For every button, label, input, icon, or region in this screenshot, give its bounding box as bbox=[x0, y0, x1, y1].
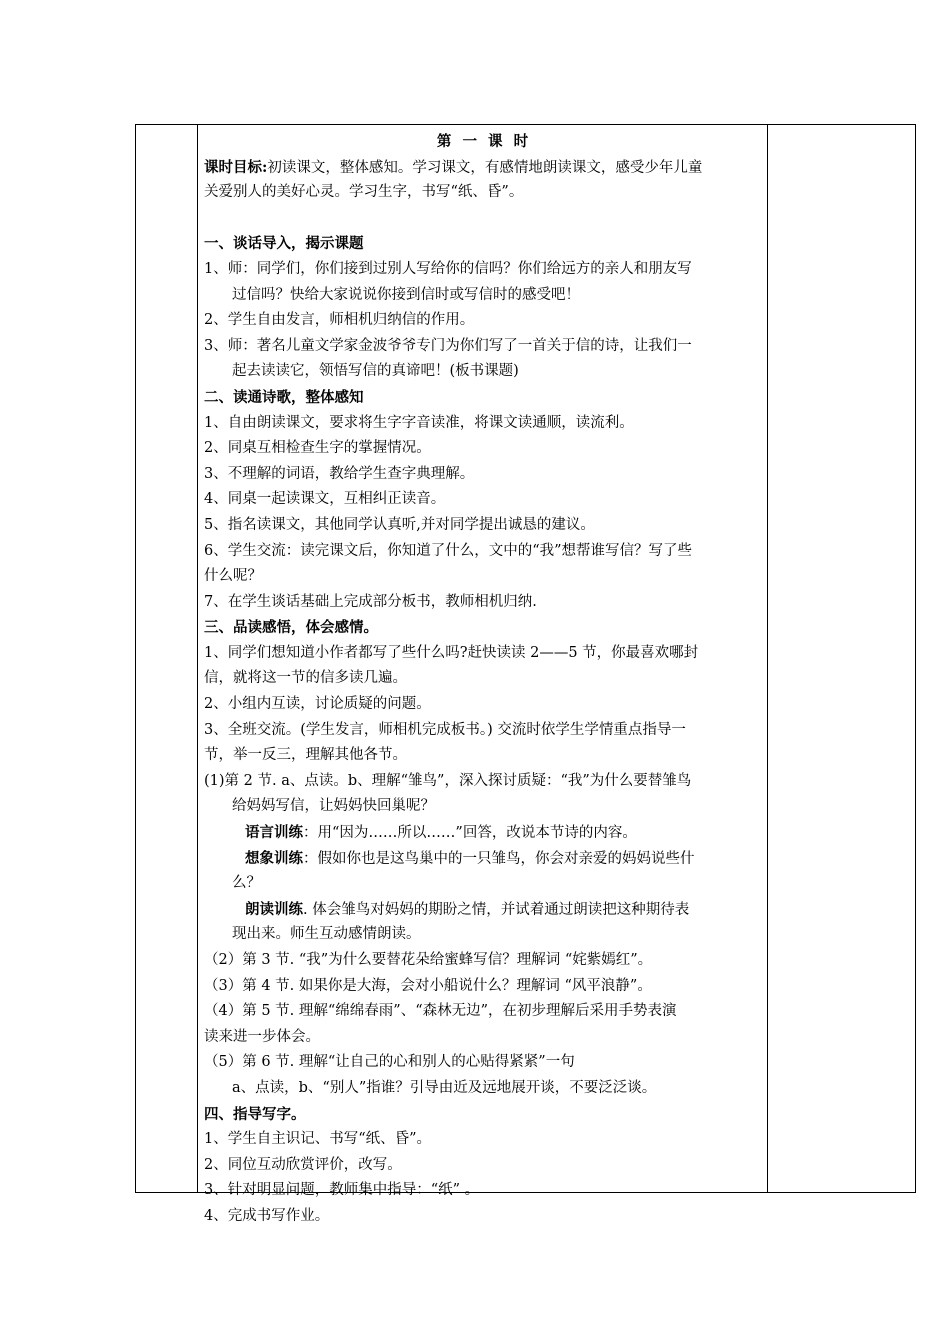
s1-item-cont: 过信吗？快给大家说说你接到信时或写信时的感受吧！ bbox=[232, 286, 580, 303]
training-reading bbox=[204, 897, 764, 923]
s2-item: 2、同桌互相检查生字的掌握情况。 bbox=[204, 440, 431, 457]
s4-item: 2、同位互动欣赏评价，改写。 bbox=[204, 1156, 402, 1173]
column-divider-left bbox=[197, 125, 198, 1192]
goal-label: 课时目标: bbox=[204, 158, 268, 176]
goal-text-cont: 关爱别人的美好心灵。学习生字，书写“纸、昏”。 bbox=[204, 184, 524, 201]
training-text: ：假如你也是这鸟巢中的一只雏鸟，你会对亲爱的妈妈说些什 bbox=[303, 850, 695, 867]
s4-item: 1、学生自主识记、书写“纸、昏”。 bbox=[204, 1131, 432, 1148]
s2-item: 1、自由朗读课文，要求将生字字音读准，将课文读通顺，读流利。 bbox=[204, 414, 634, 431]
s2-item-cont: 什么呢？ bbox=[204, 568, 262, 585]
goal-text: 初读课文，整体感知。学习课文，有感情地朗读课文，感受少年儿童 bbox=[267, 159, 703, 176]
s3-point-3: （3）第 4 节. 如果你是大海，会对小船说什么？理解词 “风平浪静”。 bbox=[204, 977, 652, 994]
lesson-table bbox=[135, 124, 916, 1224]
training-imagination bbox=[204, 846, 764, 872]
training-label: 朗读训练 bbox=[245, 900, 303, 918]
column-divider-right bbox=[767, 125, 768, 1192]
training-text-cont: 么？ bbox=[232, 875, 261, 892]
s1-item: 1、师：同学们，你们接到过别人写给你的信吗？你们给远方的亲人和朋友写 bbox=[204, 260, 692, 277]
s3-point-5-cont: a、点读，b、“别人”指谁？引导由近及远地展开谈，不要泛泛谈。 bbox=[232, 1079, 657, 1096]
s2-item: 7、在学生谈话基础上完成部分板书，教师相机归纳. bbox=[204, 593, 537, 610]
s2-item: 5、指名读课文，其他同学认真听,并对同学提出诚恳的建议。 bbox=[204, 516, 595, 533]
s3-item-cont: 信，就将这一节的信多读几遍。 bbox=[204, 670, 407, 687]
training-text: . 体会雏鸟对妈妈的期盼之情，并试着通过朗读把这种期待表 bbox=[303, 901, 690, 918]
lesson-goal bbox=[204, 155, 764, 181]
s3-point-5: （5）第 6 节. 理解“让自己的心和别人的心贴得紧紧”一句 bbox=[204, 1054, 575, 1071]
training-language bbox=[204, 820, 764, 846]
s3-point-1-cont: 给妈妈写信，让妈妈快回巢呢？ bbox=[232, 798, 435, 815]
s4-item: 4、完成书写作业。 bbox=[204, 1207, 330, 1224]
s4-item: 3、针对明显问题，教师集中指导：“纸” 。 bbox=[204, 1182, 480, 1199]
section-1-heading: 一、谈话导入，揭示课题 bbox=[204, 235, 364, 253]
s3-item-cont: 节，举一反三，理解其他各节。 bbox=[204, 747, 407, 764]
section-3-heading: 三、品读感悟，体会感情。 bbox=[204, 619, 378, 637]
s2-item: 6、学生交流：读完课文后，你知道了什么，文中的“我”想帮谁写信？写了些 bbox=[204, 542, 693, 559]
spacer bbox=[204, 206, 764, 232]
lesson-title: 第 一 课 时 bbox=[436, 133, 532, 150]
s3-item: 1、同学们想知道小作者都写了些什么吗?赶快读读 2——5 节，你最喜欢哪封 bbox=[204, 644, 699, 661]
s3-point-1: (1)第 2 节. a、点读。b、理解“雏鸟”，深入探讨质疑：“我”为什么要替雏鸟 bbox=[204, 772, 692, 789]
s2-item: 3、不理解的词语，教给学生查字典理解。 bbox=[204, 465, 475, 482]
s2-item: 4、同桌一起读课文，互相纠正读音。 bbox=[204, 491, 446, 508]
s3-point-4-cont: 读来进一步体会。 bbox=[204, 1028, 320, 1045]
training-label: 语言训练 bbox=[245, 824, 303, 842]
s1-item: 2、学生自由发言，师相机归纳信的作用。 bbox=[204, 312, 475, 329]
training-text-cont: 现出来。师生互动感情朗读。 bbox=[232, 926, 421, 943]
training-text: ：用“因为……所以……”回答，改说本节诗的内容。 bbox=[303, 825, 637, 842]
s3-item: 3、全班交流。(学生发言，师相机完成板书。) 交流时依学生学情重点指导一 bbox=[204, 721, 686, 738]
s3-point-4: （4）第 5 节. 理解“绵绵春雨”、“森林无边”，在初步理解后采用手势表演 bbox=[204, 1003, 677, 1020]
section-4-heading: 四、指导写字。 bbox=[204, 1105, 306, 1123]
s3-item: 2、小组内互读，讨论质疑的问题。 bbox=[204, 696, 431, 713]
s3-point-2: （2）第 3 节. “我”为什么要替花朵给蜜蜂写信？理解词 “姹紫嫣红”。 bbox=[204, 952, 653, 968]
lesson-content bbox=[204, 129, 764, 1230]
s1-item: 3、师：著名儿童文学家金波爷爷专门为你们写了一首关于信的诗，让我们一 bbox=[204, 337, 692, 354]
s1-item-cont: 起去读读它，领悟写信的真谛吧！(板书课题) bbox=[232, 363, 519, 380]
section-2-heading: 二、读通诗歌，整体感知 bbox=[204, 388, 364, 406]
training-label: 想象训练 bbox=[245, 849, 303, 867]
